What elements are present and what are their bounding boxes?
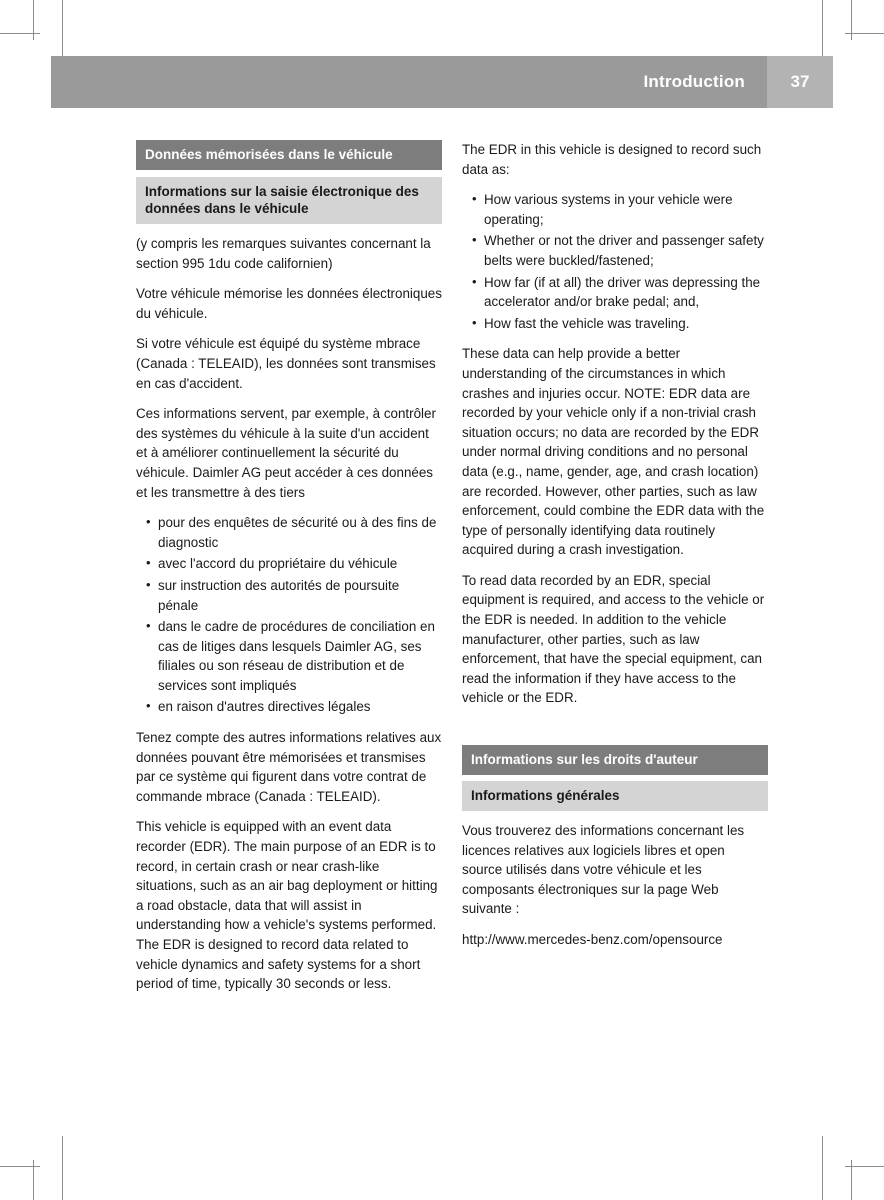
list-item: • Whether or not the driver and passenger safety belts were buckled/fastened;: [472, 231, 768, 270]
list-item: • How far (if at all) the driver was depressing the accelerator and/or brake pedal; and,: [472, 273, 768, 312]
paragraph: This vehicle is equipped with an event data recorder (EDR). The main purpose of an EDR is to record, in certain crash or near crash-like situations, such as an air bag deployment or hitting a road obstacle, data that will assist in understanding how a vehicle's systems performed. The EDR is designed to record data related to vehicle dynamics and safety systems for a short period of time, typically 30 seconds or less.: [136, 819, 438, 992]
list-item: • avec l'accord du propriétaire du véhicule: [146, 554, 442, 574]
crop-mark-top-left-vertical: [33, 0, 34, 40]
paragraph: Tenez compte des autres informations relatives aux données pouvant être mémorisées et transmises par ce système qui figurent dans votre contrat de commande mbrace (Canada : TELEAID).: [136, 730, 442, 804]
list-item: • pour des enquêtes de sécurité ou à des fins de diagnostic: [146, 513, 442, 552]
crop-mark-top-right-vertical-2: [851, 0, 852, 40]
subsection-heading-general-info: Informations générales: [462, 781, 768, 811]
page-title: Introduction: [643, 72, 745, 91]
crop-mark-top-left-horizontal: [0, 33, 40, 34]
bullet-list-edr-data: [462, 190, 768, 333]
crop-mark-bottom-left-vertical-2: [62, 1136, 63, 1200]
right-column: [462, 140, 768, 950]
paragraph: Ces informations servent, par exemple, à contrôler des systèmes du véhicule à la suite d'un accident et à améliorer continuellement la sécurité du véhicule. Daimler AG peut accéder à ces données et les transmettre à des tiers: [136, 406, 436, 500]
left-column: [136, 140, 442, 994]
paragraph: Si votre véhicule est équipé du système mbrace (Canada : TELEAID), les données sont transmises en cas d'accident.: [136, 336, 436, 391]
crop-mark-bottom-right-horizontal: [845, 1166, 884, 1167]
page-header: [51, 56, 833, 108]
section-heading-copyright: Informations sur les droits d'auteur: [462, 745, 768, 775]
list-item: • dans le cadre de procédures de conciliation en cas de litiges dans lesquels Daimler AG, ses filiales ou son réseau de distribution et de services sont impliqués: [146, 617, 442, 695]
crop-mark-top-right-vertical: [822, 0, 823, 64]
section-heading-stored-data: Données mémorisées dans le véhicule: [136, 140, 442, 170]
page-number-box: [767, 56, 833, 108]
page-number: 37: [790, 72, 810, 91]
paragraph: Votre véhicule mémorise les données électroniques du véhicule.: [136, 286, 442, 321]
paragraph: These data can help provide a better understanding of the circumstances in which crashes and injuries occur. NOTE: EDR data are recorded by your vehicle only if a non-trivial crash situation occurs; no data are recorded by the EDR under normal driving conditions and no personal data (e.g., name, gender, age, and crash location) are recorded. However, other parties, such as law enforcement, could combine the EDR data with the type of personally identifying data routinely acquired during a crash investigation.: [462, 346, 765, 558]
paragraph: To read data recorded by an EDR, special equipment is required, and access to the vehicle or the EDR is needed. In addition to the vehicle manufacturer, other parties, such as law enforcement, that have the special equipment, can read the information if they have access to the vehicle or the EDR.: [462, 572, 765, 706]
paragraph: (y compris les remarques suivantes concernant la section 995 1du code californien): [136, 236, 431, 271]
list-item: • sur instruction des autorités de poursuite pénale: [146, 576, 442, 615]
paragraph: The EDR in this vehicle is designed to record such data as:: [462, 142, 762, 177]
subsection-heading-electronic-data: Informations sur la saisie électronique des données dans le véhicule: [136, 177, 442, 224]
section-spacer: [462, 719, 768, 745]
crop-mark-top-right-horizontal: [845, 33, 884, 34]
bullet-list-french: [136, 513, 442, 717]
crop-mark-bottom-right-vertical: [822, 1136, 823, 1200]
opensource-url: http://www.mercedes-benz.com/opensource: [462, 932, 723, 947]
list-item: • en raison d'autres directives légales: [146, 697, 442, 717]
crop-mark-top-left-vertical-2: [62, 0, 63, 64]
crop-mark-bottom-left-horizontal: [0, 1166, 40, 1167]
list-item: • How fast the vehicle was traveling.: [472, 314, 768, 334]
paragraph: Vous trouverez des informations concernant les licences relatives aux logiciels libres et open source utilisés dans votre véhicule et les composants électroniques sur la page Web suivante :: [462, 823, 745, 917]
list-item: • How various systems in your vehicle were operating;: [472, 190, 768, 229]
